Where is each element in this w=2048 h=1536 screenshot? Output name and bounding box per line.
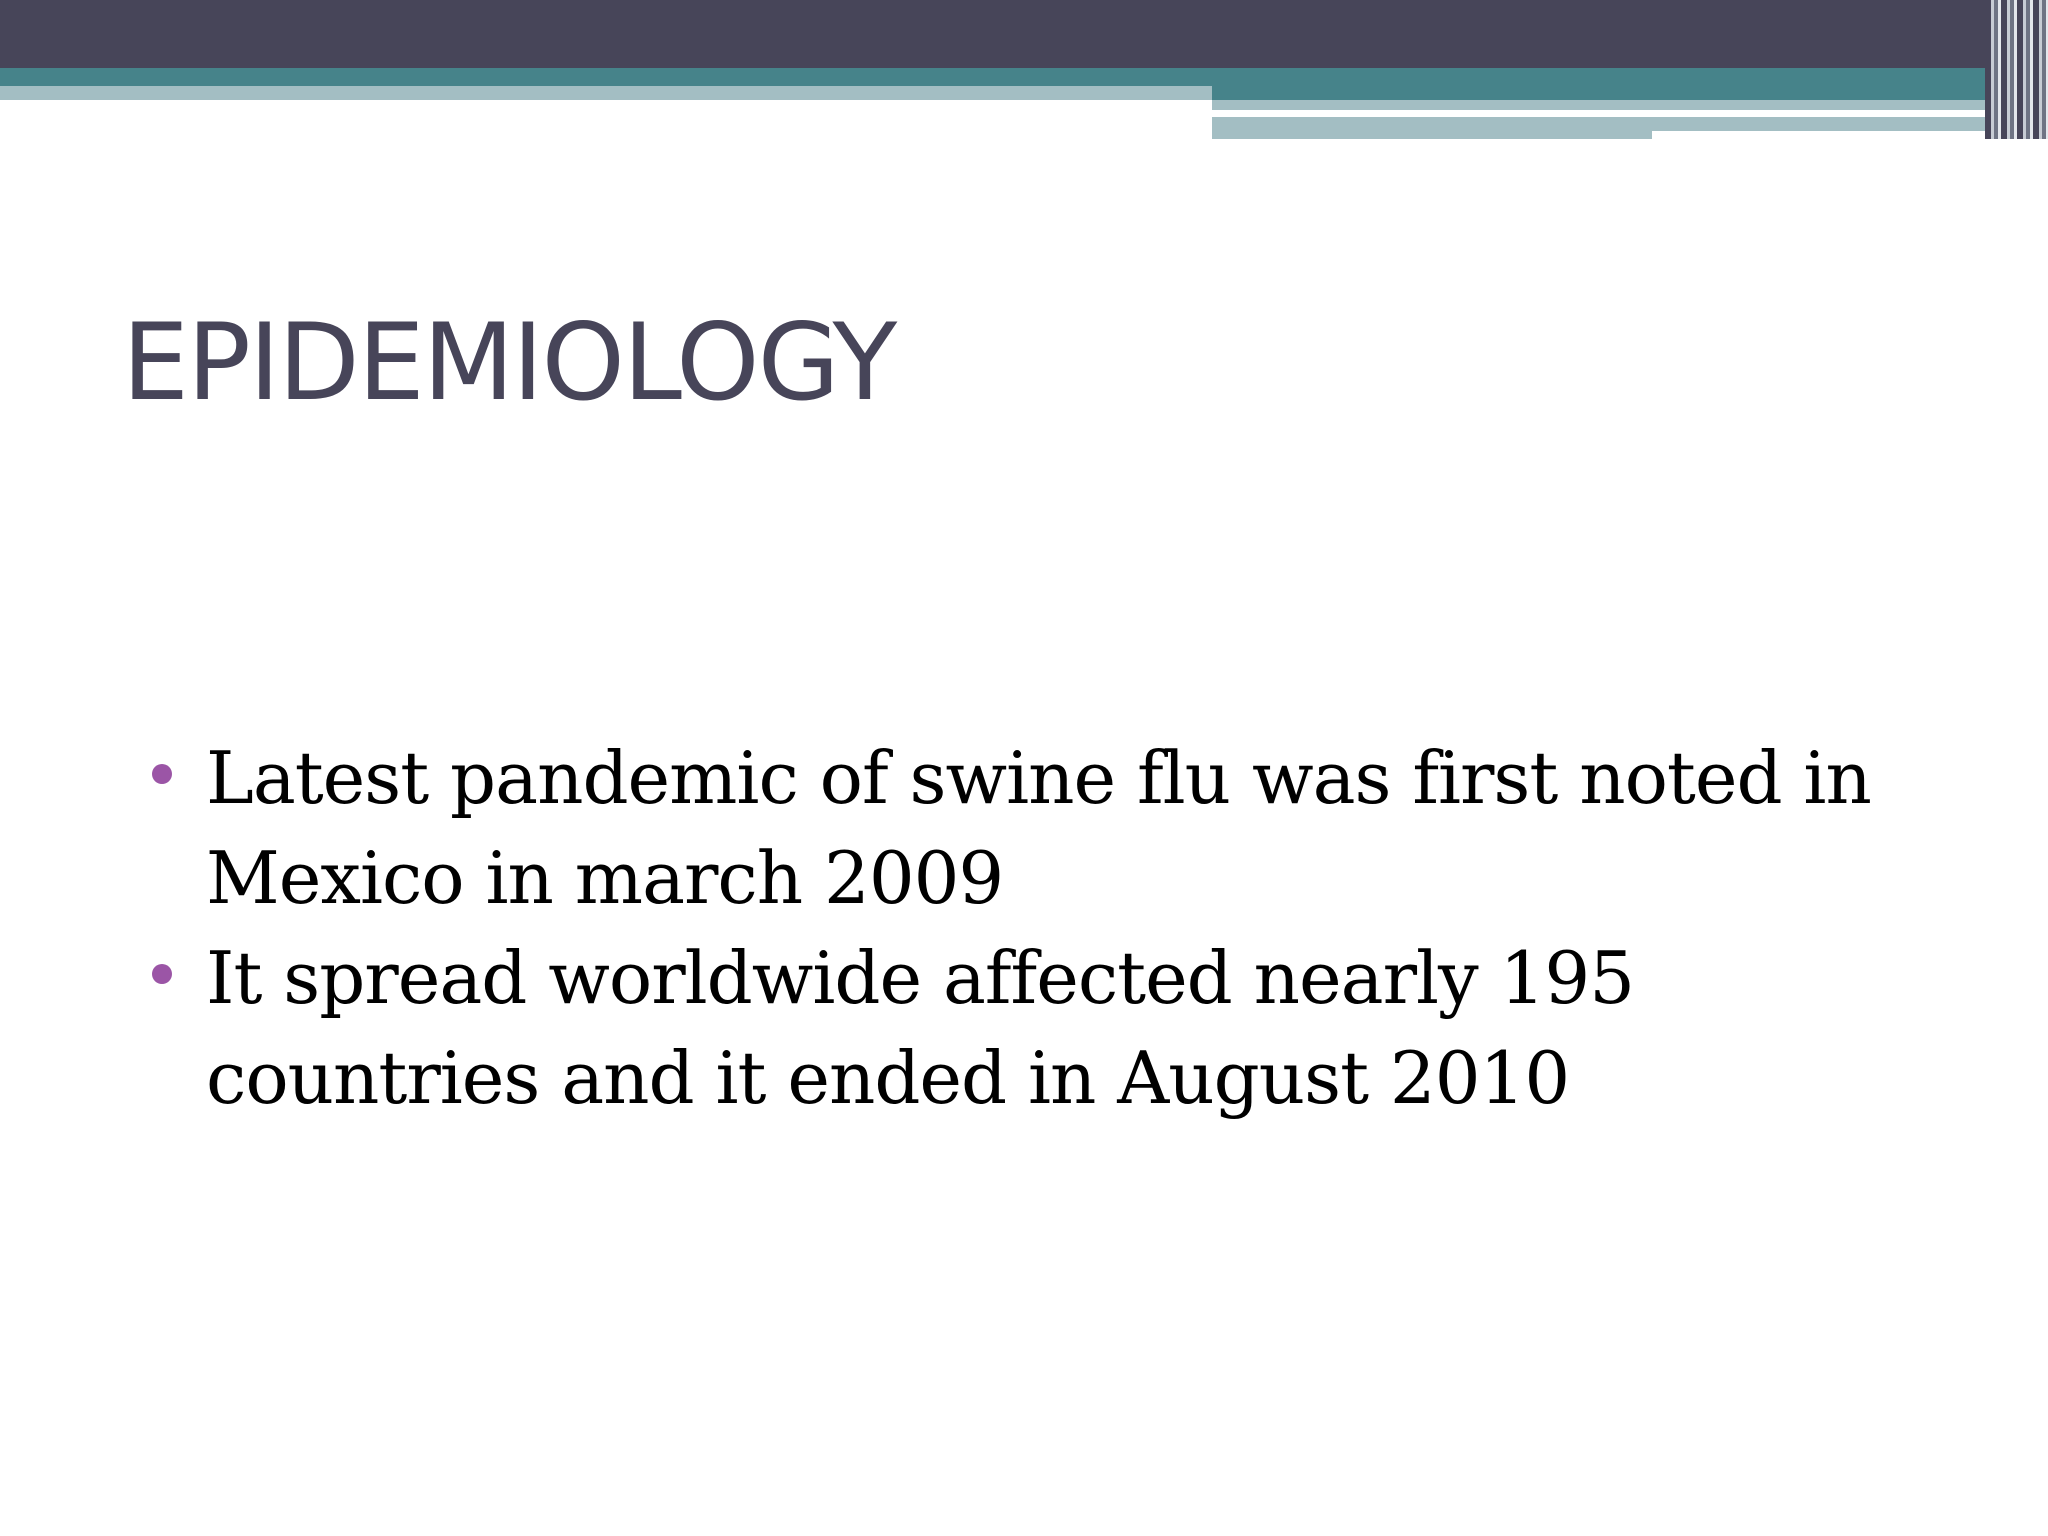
bullet-marker-icon	[152, 964, 172, 984]
bullet-item	[150, 928, 1950, 1128]
header-band-light-right-lower	[1212, 117, 1652, 139]
bullet-text: Latest pandemic of swine flu was first noted in Mexico in march 2009	[206, 736, 1871, 920]
bullet-item	[150, 728, 1950, 928]
header-band-light-right	[1212, 100, 1985, 110]
header-band-white-right-end	[1652, 131, 1985, 139]
slide-title: EPIDEMIOLOGY	[122, 301, 896, 424]
header-band-teal-right	[1212, 68, 1985, 100]
header-band-light-right-end	[1652, 117, 1985, 131]
bullet-text: It spread worldwide affected nearly 195 countries and it ended in August 2010	[206, 936, 1634, 1120]
header-vertical-stripes	[1985, 0, 2048, 139]
bullet-marker-icon	[152, 764, 172, 784]
header-band-light-left	[0, 86, 1212, 100]
header-band-white-line	[1212, 110, 1897, 117]
bullet-list	[150, 728, 1950, 1128]
header-band-teal-left	[0, 68, 1212, 86]
header-band-dark	[0, 0, 1985, 68]
